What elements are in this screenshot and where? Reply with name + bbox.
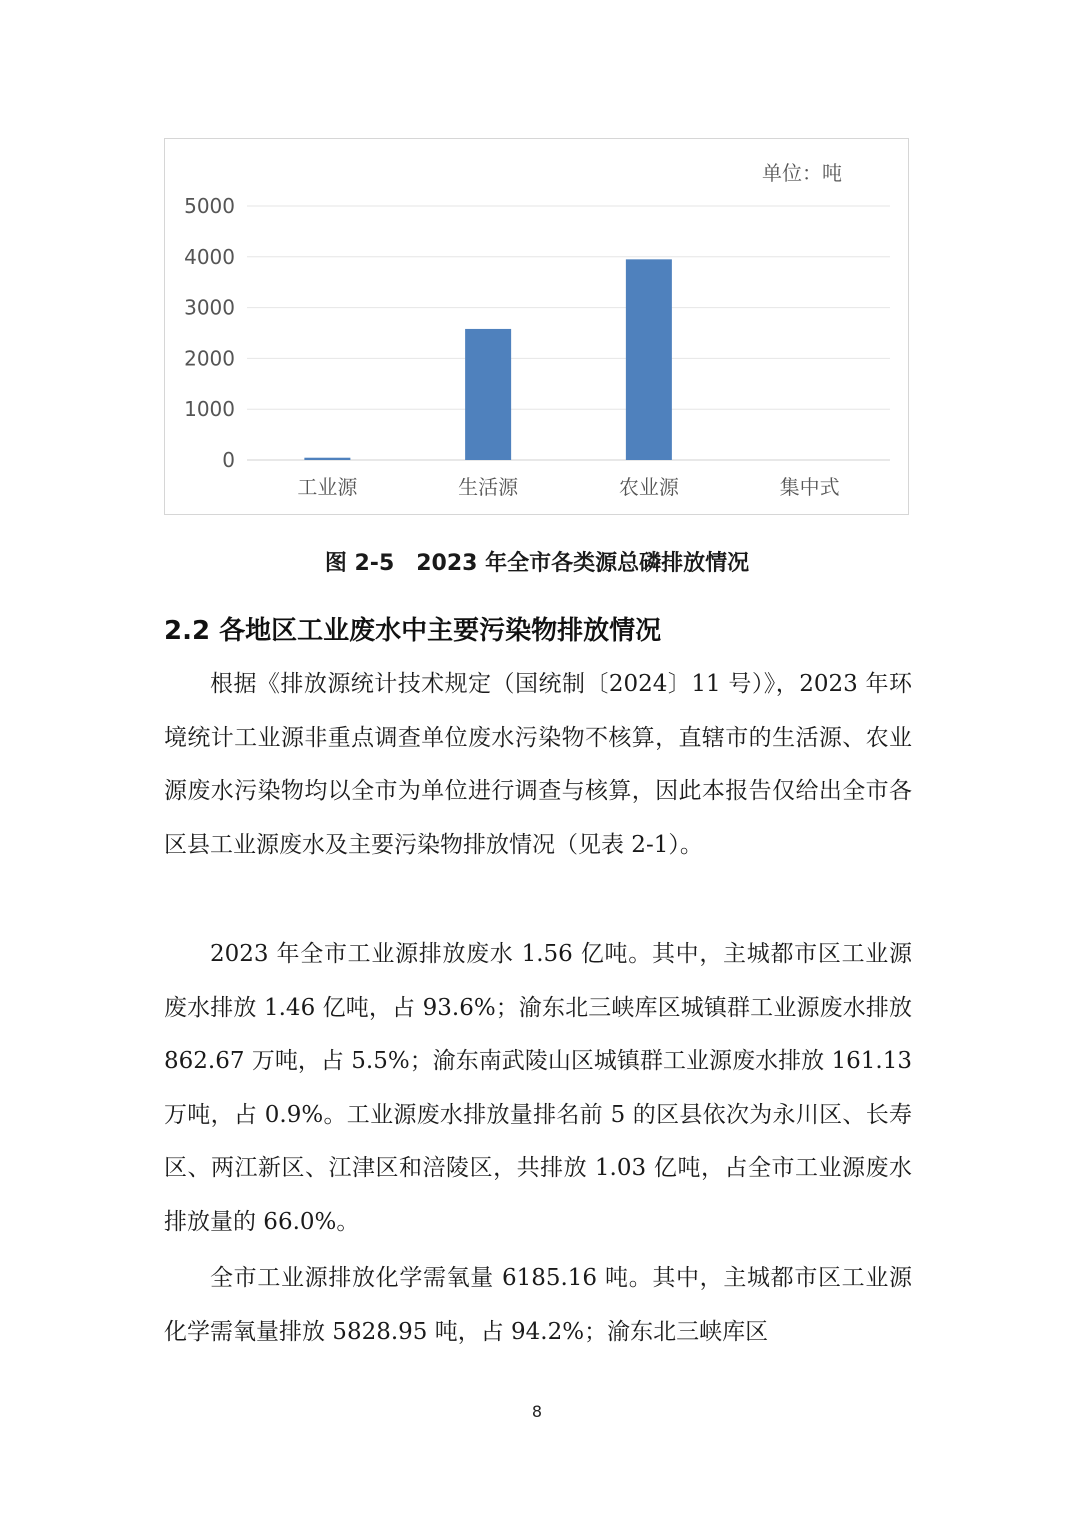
bar [465, 329, 511, 460]
paragraph-2: 2023 年全市工业源排放废水 1.56 亿吨。其中，主城都市区工业源废水排放 1.46 亿吨，占 93.6%；渝东北三峡库区城镇群工业源废水排放 862.67 万吨，占 5.5%；渝东南武陵山区城镇群工业源废水排放 161.13 万吨，占 0.9%。工业源废水排放量排名前 5 的区县依次为永川区、长寿区、两江新区、江津区和涪陵区，共排放 1.03 亿吨，占全市工业源废水排放量的 66.0%。 [164, 941, 912, 1235]
x-tick-label: 农业源 [618, 475, 679, 499]
bar [304, 458, 350, 460]
y-tick-label: 4000 [184, 244, 235, 269]
y-tick-label: 3000 [184, 295, 235, 320]
section-heading: 2.2 各地区工业废水中主要污染物排放情况 [164, 616, 662, 646]
y-tick-label: 0 [222, 448, 235, 472]
bar [626, 259, 672, 460]
chart-unit-label: 单位：吨 [762, 161, 842, 185]
y-tick-label: 2000 [184, 346, 235, 371]
x-tick-label: 工业源 [297, 475, 358, 499]
bar-chart [164, 138, 909, 515]
page-number: 8 [531, 1402, 543, 1421]
x-tick-label: 集中式 [779, 475, 840, 499]
paragraph-1: 根据《排放源统计技术规定（国统制〔2024〕11 号）》，2023 年环境统计工业源非重点调查单位废水污染物不核算，直辖市的生活源、农业源废水污染物均以全市为单位进行调查与核算，因此本报告仅给出全市各区县工业源废水及主要污染物排放情况（见表 2-1）。 [164, 671, 912, 858]
y-tick-label: 1000 [184, 397, 235, 422]
paragraph-3: 全市工业源排放化学需氧量 6185.16 吨。其中，主城都市区工业源化学需氧量排放 5828.95 吨，占 94.2%；渝东北三峡库区 [164, 1265, 912, 1345]
chart-svg [165, 139, 910, 516]
figure-caption: 图 2-5 2023 年全市各类源总磷排放情况 [324, 551, 750, 576]
y-tick-label: 5000 [184, 194, 235, 218]
x-tick-label: 生活源 [458, 475, 519, 499]
